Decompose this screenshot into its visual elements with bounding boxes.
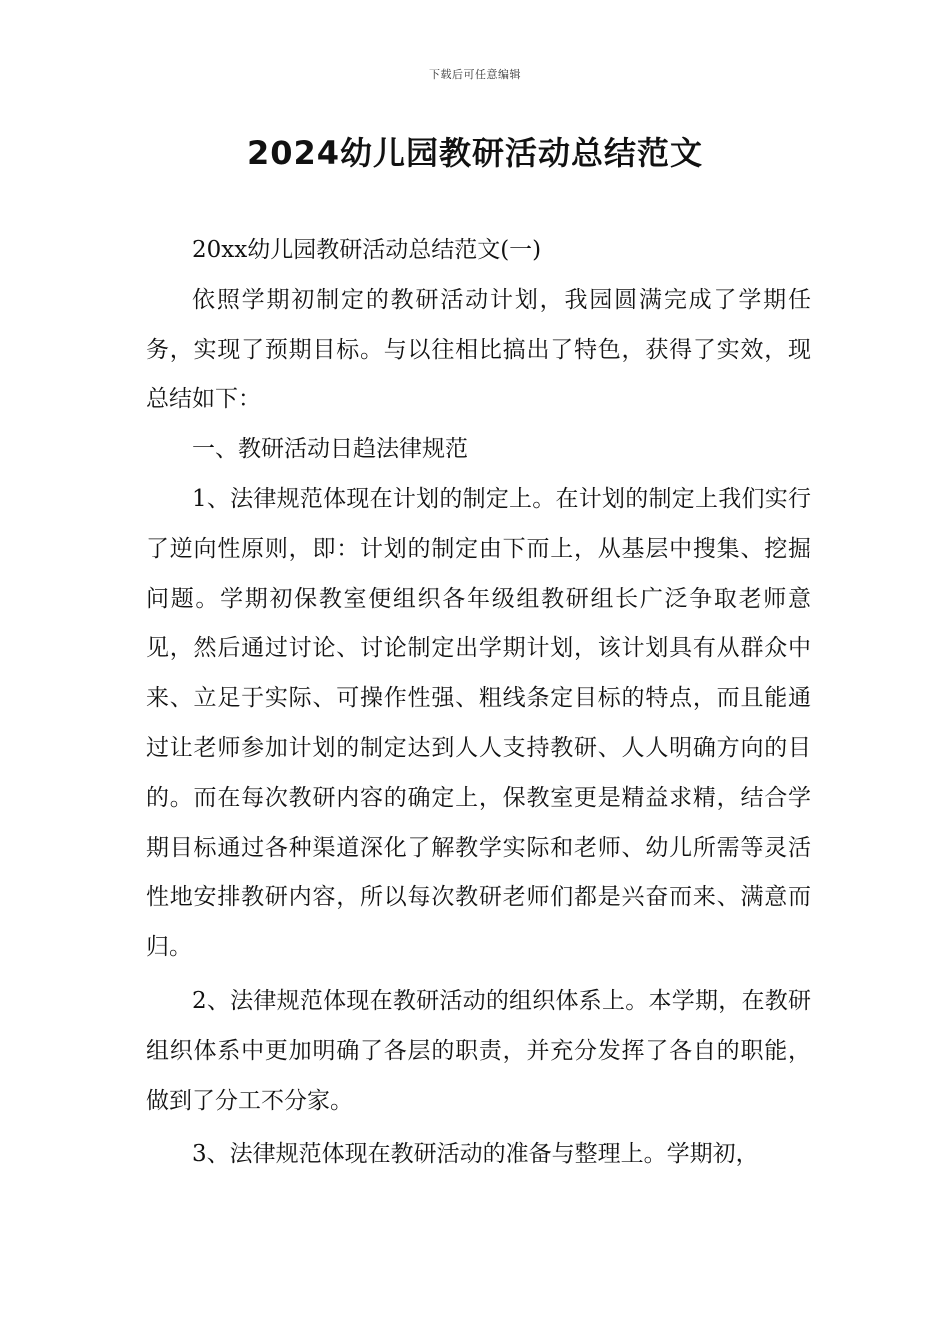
document-title: 2024幼儿园教研活动总结范文: [246, 134, 704, 172]
body-paragraph: 1、法律规范体现在计划的制定上。在计划的制定上我们实行了逆向性原则，即：计划的制定由下而上，从基层中搜集、挖掘问题。学期初保教室便组织各年级组教研组长广泛争取老师意见，然后通过讨论、讨论制定出学期计划，该计划具有从群众中来、立足于实际、可操作性强、粗线条定目标的特点，而且能通过让老师参加计划的制定达到人人支持教研、人人明确方向的目的。而在每次教研内容的确定上，保教室更是精益求精，结合学期目标通过各种渠道深化了解教学实际和老师、幼儿所需等灵活性地安排教研内容，所以每次教研老师们都是兴奋而来、满意而归。: [146, 485, 811, 961]
body-paragraph: 依照学期初制定的教研活动计划，我园圆满完成了学期任务，实现了预期目标。与以往相比搞出了特色，获得了实效，现总结如下：: [146, 286, 811, 413]
subtitle-paragraph: 20xx幼儿园教研活动总结范文(一): [192, 237, 542, 263]
body-paragraph: 2、法律规范体现在教研活动的组织体系上。本学期，在教研组织体系中更加明确了各层的职责，并充分发挥了各自的职能，做到了分工不分家。: [146, 987, 811, 1114]
header-note: 下载后可任意编辑: [429, 68, 521, 81]
body-paragraph: 3、法律规范体现在教研活动的准备与整理上。学期初，: [192, 1141, 759, 1168]
document-body: [146, 226, 811, 1180]
section-heading: 一、教研活动日趋法律规范: [192, 436, 468, 463]
